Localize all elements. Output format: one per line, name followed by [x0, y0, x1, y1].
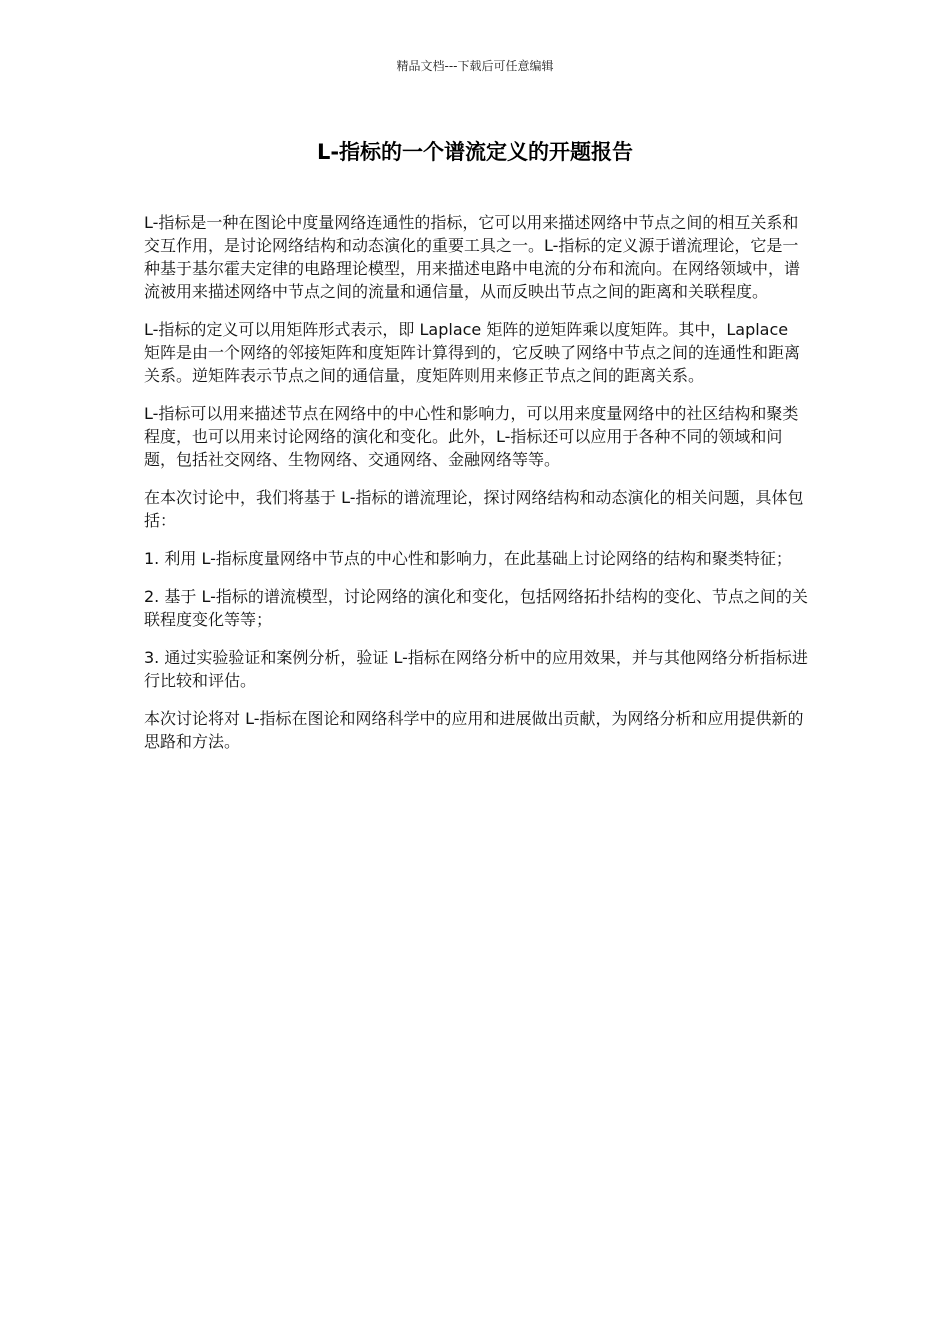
- list-item-1: 1. 利用 L-指标度量网络中节点的中心性和影响力，在此基础上讨论网络的结构和聚类特征；: [144, 549, 792, 568]
- paragraph-applications: L-指标可以用来描述节点在网络中的中心性和影响力，可以用来度量网络中的社区结构和聚类程度，也可以用来讨论网络的演化和变化。此外，L-指标还可以应用于各种不同的领域和问题，包括社交网络、生物网络、交通网络、金融网络等等。: [144, 404, 799, 469]
- document-body: [144, 211, 808, 768]
- paragraph-conclusion: 本次讨论将对 L-指标在图论和网络科学中的应用和进展做出贡献，为网络分析和应用提供新的思路和方法。: [144, 709, 804, 751]
- paragraph-definition: L-指标的定义可以用矩阵形式表示，即 Laplace 矩阵的逆矩阵乘以度矩阵。其中，Laplace 矩阵是由一个网络的邻接矩阵和度矩阵计算得到的，它反映了网络中节点之间的连通性和距离关系。逆矩阵表示节点之间的通信量，度矩阵则用来修正节点之间的距离关系。: [144, 320, 801, 385]
- document-title: L-指标的一个谱流定义的开题报告: [316, 140, 634, 164]
- list-item-2: 2. 基于 L-指标的谱流模型，讨论网络的演化和变化，包括网络拓扑结构的变化、节点之间的关联程度变化等等；: [144, 587, 808, 629]
- page-header: 精品文档---下载后可任意编辑: [396, 59, 554, 73]
- list-item-3: 3. 通过实验验证和案例分析，验证 L-指标在网络分析中的应用效果，并与其他网络分析指标进行比较和评估。: [144, 648, 808, 690]
- paragraph-scope: 在本次讨论中，我们将基于 L-指标的谱流理论，探讨网络结构和动态演化的相关问题，具体包括：: [144, 488, 804, 530]
- paragraph-intro: L-指标是一种在图论中度量网络连通性的指标，它可以用来描述网络中节点之间的相互关系和交互作用，是讨论网络结构和动态演化的重要工具之一。L-指标的定义源于谱流理论，它是一种基于基尔霍夫定律的电路理论模型，用来描述电路中电流的分布和流向。在网络领域中，谱流被用来描述网络中节点之间的流量和通信量，从而反映出节点之间的距离和关联程度。: [144, 213, 801, 301]
